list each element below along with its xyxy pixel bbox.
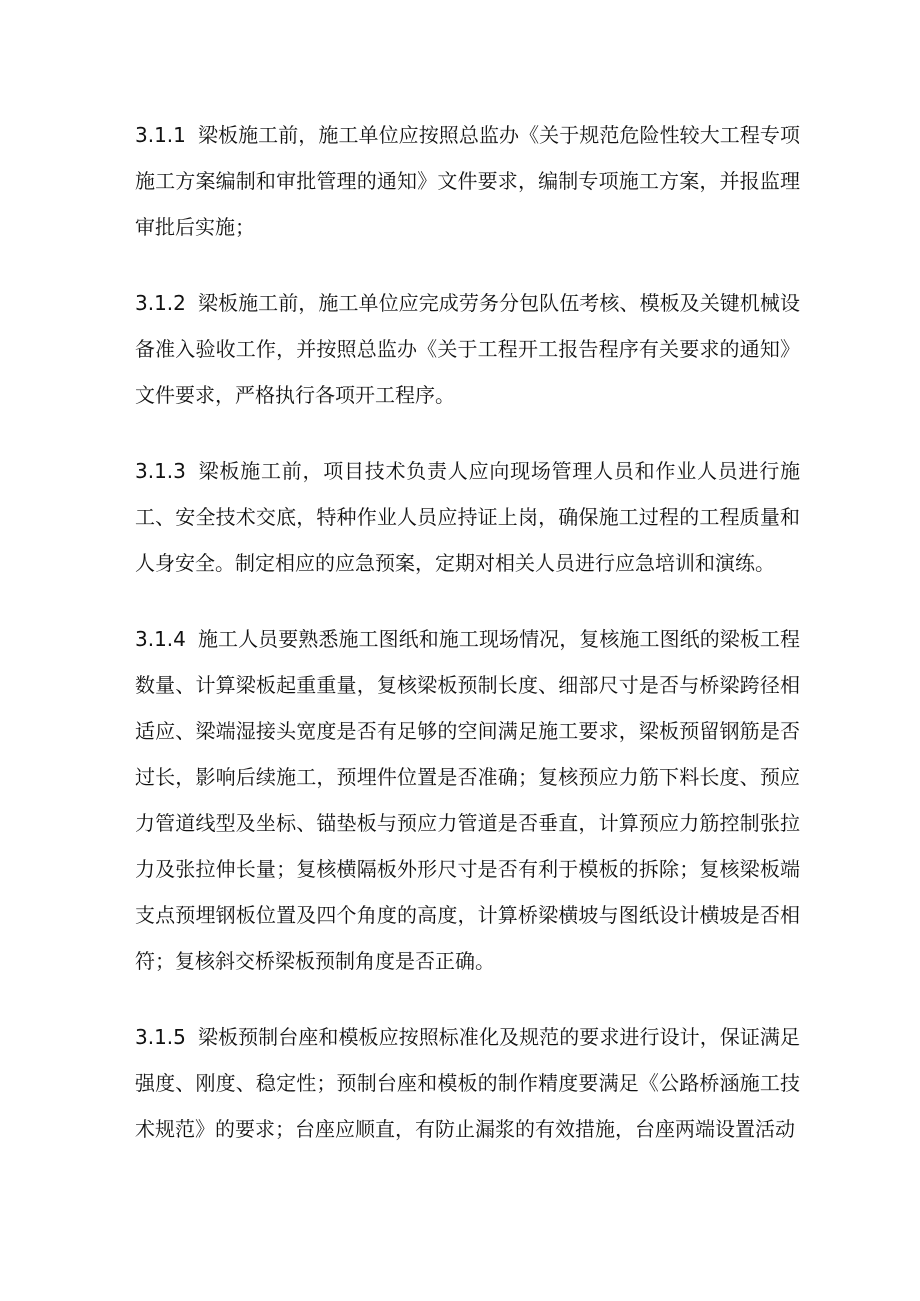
document-body <box>135 112 800 1182</box>
paragraph-text: 梁板施工前，施工单位应按照总监办《关于规范危险性较大工程专项施工方案编制和审批管理的通知》文件要求，编制专项施工方案，并报监理审批后实施； <box>135 123 800 239</box>
paragraph-3-1-3 <box>135 448 800 586</box>
paragraph-number: 3.1.1 <box>135 123 186 147</box>
paragraph-text: 梁板施工前，施工单位应完成劳务分包队伍考核、模板及关键机械设备准入验收工作，并按照总监办《关于工程开工报告程序有关要求的通知》文件要求，严格执行各项开工程序。 <box>135 291 800 407</box>
paragraph-number: 3.1.2 <box>135 291 186 315</box>
paragraph-text: 梁板施工前，项目技术负责人应向现场管理人员和作业人员进行施工、安全技术交底，特种作业人员应持证上岗，确保施工过程的工程质量和人身安全。制定相应的应急预案，定期对相关人员进行应急培训和演练。 <box>135 459 800 575</box>
paragraph-3-1-2 <box>135 280 800 418</box>
paragraph-3-1-1 <box>135 112 800 250</box>
paragraph-3-1-4 <box>135 616 800 984</box>
paragraph-3-1-5 <box>135 1014 800 1152</box>
paragraph-text: 梁板预制台座和模板应按照标准化及规范的要求进行设计，保证满足强度、刚度、稳定性；预制台座和模板的制作精度要满足《公路桥涵施工技术规范》的要求；台座应顺直，有防止漏浆的有效措施，台座两端设置活动 <box>135 1025 800 1141</box>
paragraph-number: 3.1.5 <box>135 1025 186 1049</box>
paragraph-number: 3.1.3 <box>135 459 186 483</box>
paragraph-text: 施工人员要熟悉施工图纸和施工现场情况，复核施工图纸的梁板工程数量、计算梁板起重重量，复核梁板预制长度、细部尺寸是否与桥梁跨径相适应、梁端湿接头宽度是否有足够的空间满足施工要求，梁板预留钢筋是否过长，影响后续施工，预埋件位置是否准确；复核预应力筋下料长度、预应力管道线型及坐标、锚垫板与预应力管道是否垂直，计算预应力筋控制张拉力及张拉伸长量；复核横隔板外形尺寸是否有利于模板的拆除；复核梁板端支点预埋钢板位置及四个角度的高度，计算桥梁横坡与图纸设计横坡是否相符；复核斜交桥梁板预制角度是否正确。 <box>135 627 800 973</box>
paragraph-number: 3.1.4 <box>135 627 186 651</box>
